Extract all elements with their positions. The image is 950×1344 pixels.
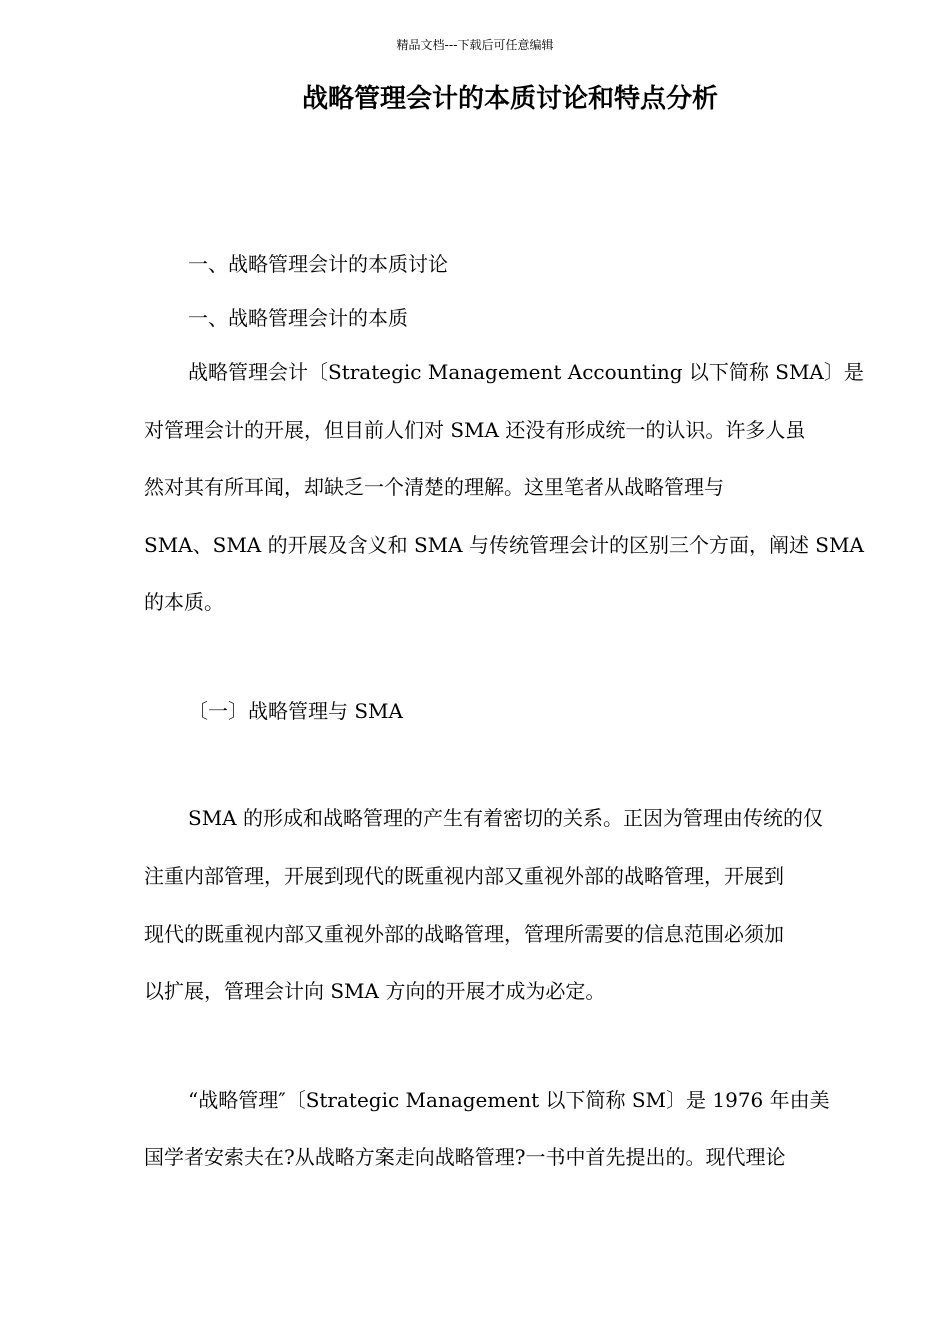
paragraph-line: 国学者安索夫在?从战略方案走向战略管理?一书中首先提出的。现代理论 — [144, 1145, 786, 1169]
paragraph-line: 然对其有所耳闻，却缺乏一个清楚的理解。这里笔者从战略管理与 — [144, 475, 724, 499]
paragraph-line: 现代的既重视内部又重视外部的战略管理，管理所需要的信息范围必须加 — [144, 922, 784, 946]
paragraph-line: 对管理会计的开展，但目前人们对 SMA 还没有形成统一的认识。许多人虽 — [144, 418, 806, 442]
paragraph-line: SMA、SMA 的开展及含义和 SMA 与传统管理会计的区别三个方面，阐述 SMA — [144, 533, 864, 557]
document-title: 战略管理会计的本质讨论和特点分析 — [301, 84, 718, 114]
page-header: 精品文档---下载后可任意编辑 — [396, 38, 554, 52]
paragraph-line: 的本质。 — [144, 590, 224, 614]
section-heading: 一、战略管理会计的本质讨论 — [188, 252, 448, 276]
paragraph-line: “战略管理″〔Strategic Management 以下简称 SM〕是 1976 年由美 — [188, 1088, 830, 1112]
paragraph-line: 以扩展，管理会计向 SMA 方向的开展才成为必定。 — [144, 979, 606, 1003]
subsection-heading: 一、战略管理会计的本质 — [188, 306, 408, 330]
paragraph-line: 注重内部管理，开展到现代的既重视内部又重视外部的战略管理，开展到 — [144, 864, 784, 888]
paragraph-line: 战略管理会计〔Strategic Management Accounting 以下简称 SMA〕是 — [188, 360, 864, 384]
paragraph-line: SMA 的形成和战略管理的产生有着密切的关系。正因为管理由传统的仅 — [188, 806, 823, 830]
subsection-heading: 〔一〕战略管理与 SMA — [188, 699, 403, 723]
